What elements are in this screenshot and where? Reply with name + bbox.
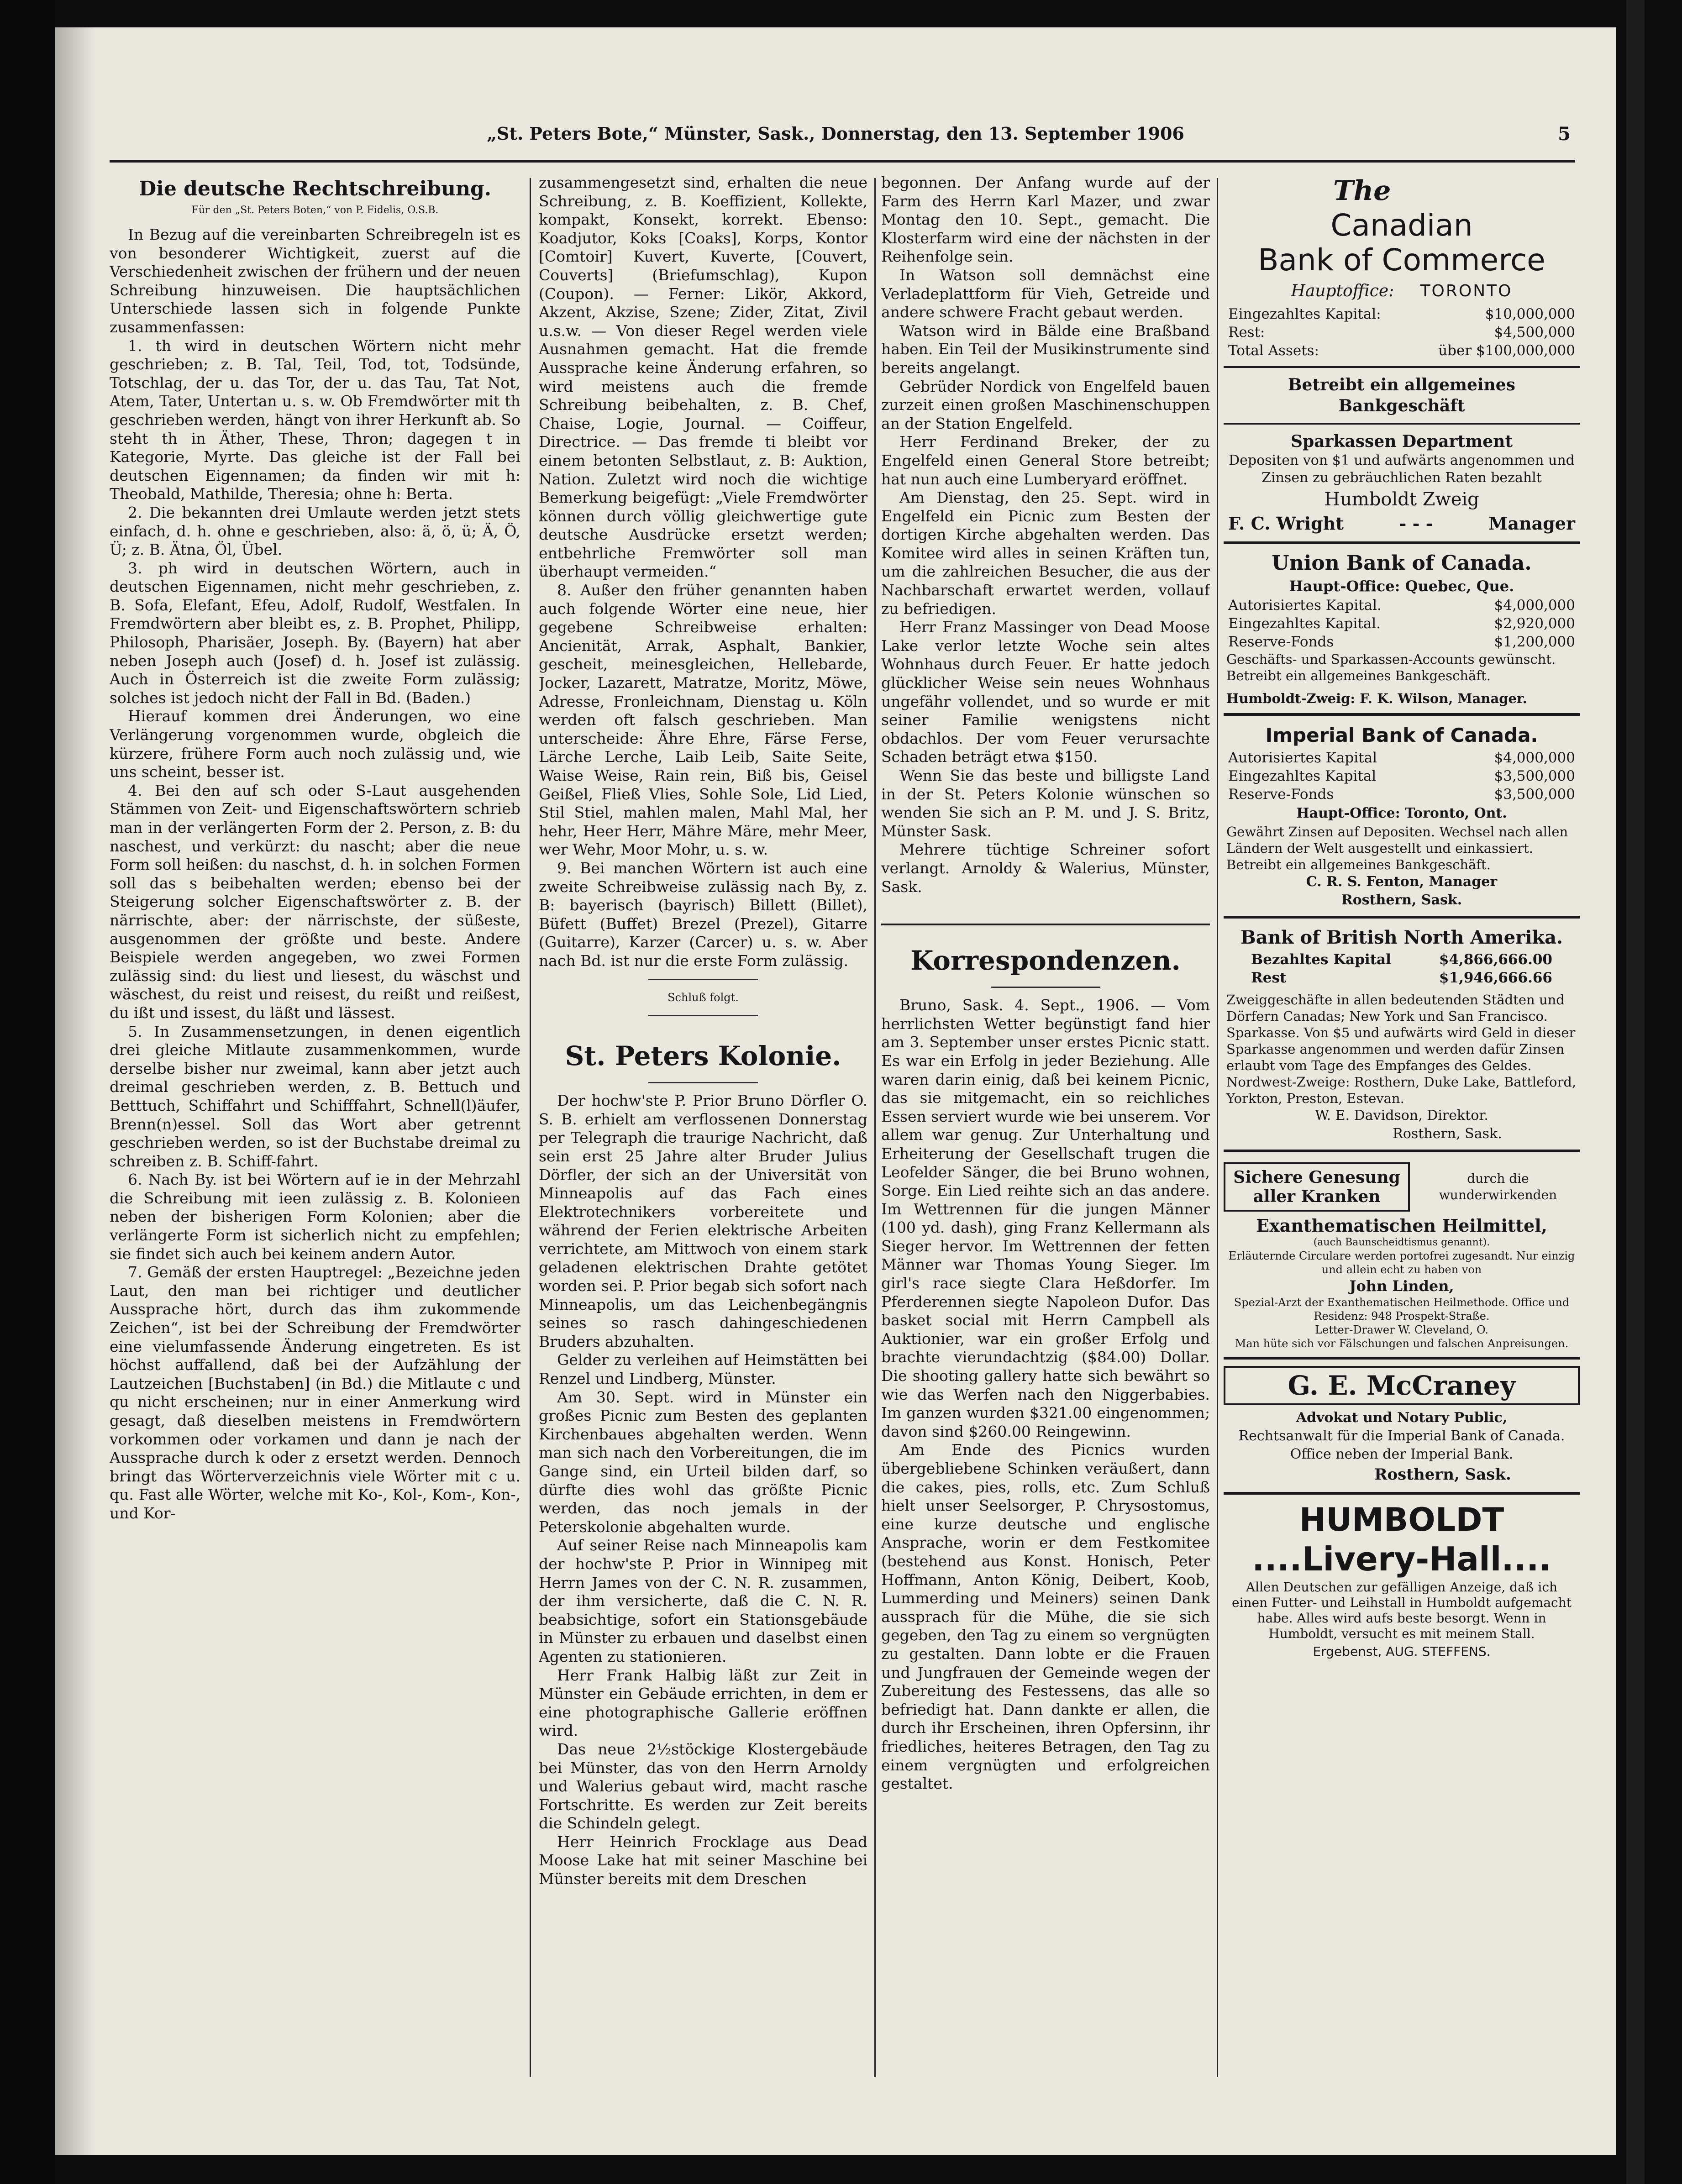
ad-title: HUMBOLDT: [1299, 1501, 1504, 1538]
ad-figure-row: Autorisiertes Kapital $4,000,000: [1228, 750, 1575, 766]
ad-text: Sparkasse. Von $5 und aufwärts wird Geld in dieser Sparkasse angenommen und werden dafür Zinsen erlaubt vom Tage des Empfanges des Geldes.: [1226, 1025, 1576, 1073]
paragraph: 3. ph wird in deutschen Wörtern, auch in deutschen Eigennamen, nicht mehr geschrieben, z. B. Sofa, Elefant, Efeu, Adolf, Rudolf, Westfalen. In Fremdwörtern aber bleibt es, z. B. Prophet, Philipp, Philosoph, Pharisäer, Joseph. By. (Bayern) hat aber neben Joseph auch (Josef) d. h. Josef ist zulässig. Auch in Österreich ist die zweite Form zulässig; solches ist jedoch nicht der Fall in Bd. (Baden.): [110, 559, 520, 707]
running-head: „St. Peters Bote,“ Münster, Sask., Donnerstag, den 13. September 1906: [487, 123, 1184, 144]
ad-text: Geschäfts- und Sparkassen-Accounts gewünscht. Betreibt ein allgemeines Bankgeschäft.: [1226, 651, 1556, 683]
paragraph: Am Dienstag, den 25. Sept. wird in Engelfeld ein Picnic zum Besten der dortigen Kirche abgehalten werden. Das Komitee wird alles in seinen Kräften tun, um die zahlreichen Besucher, die aus der Nachbarschaft erwartet werden, vollauf zu befriedigen.: [881, 488, 1210, 618]
ad-office: Office neben der Imperial Bank.: [1290, 1446, 1514, 1462]
ad-title-2: ....Livery-Hall....: [1252, 1540, 1551, 1578]
ad-union-bank: [1224, 551, 1580, 707]
ad-city: Rosthern, Sask.: [1393, 1126, 1502, 1142]
ad-office: Haupt-Office: Toronto, Ont.: [1296, 805, 1507, 821]
ad-figure-row: Rest $1,946,666.66: [1251, 970, 1552, 986]
paragraph: zusammengesetzt sind, erhalten die neue Schreibung, z. B. Koeffizient, Kollekte, kompakt, Konsekt, korrekt. Ebenso: Koadjutor, Koks [Coaks], Korps, Kontor [Comtoir] Kuvert, Kuverte, [Couvert, Couverts] (Briefumschlag), Kupon (Coupon). — Ferner: Likör, Akkord, Akzent, Akzise, Szene; Zider, Zitat, Zivil u.s.w. — Von dieser Regel werden viele Ausnahmen gemacht. Hat die fremde Aussprache keine Änderung erfahren, so wird meistens auch die fremde Schreibung beibehalten, z. B. Chef, Chaise, Logie, Journal. — Coiffeur, Directrice. — Das fremde ti bleibt vor einem betonten Selbstlaut, z. B: Auktion, Nation. Zuletzt wird noch die wichtige Bemerkung beigefügt: „Viele Fremdwörter können durch völlig gleichwertige gute deutsche Ausdrücke ersetzt werden; entbehrliche Fremwörter soll man überhaupt vermeiden.“: [539, 173, 867, 581]
ad-box: Sichere Genesung aller Kranken: [1224, 1162, 1410, 1212]
separator-rule: [1224, 1150, 1580, 1152]
separator-rule: [991, 987, 1100, 988]
ad-figure-row: Total Assets: über $100,000,000: [1228, 342, 1575, 359]
separator-rule: [1224, 713, 1580, 716]
paragraph: Mehrere tüchtige Schreiner sofort verlangt. Arnoldy & Walerius, Münster, Sask.: [881, 840, 1210, 896]
ad-mccraney: [1224, 1366, 1580, 1486]
separator-rule: [1224, 541, 1580, 544]
separator-rule: [1224, 916, 1580, 919]
paragraph: Herr Ferdinand Breker, der zu Engelfeld einen General Store betreibt; hat nun auch eine Lumberyard eröffnet.: [881, 433, 1210, 488]
newspaper-page: [55, 27, 1616, 2155]
ad-figure-row: Eingezahltes Kapital. $2,920,000: [1228, 615, 1575, 632]
ad-manager-row: F. C. Wright - - - Manager: [1228, 513, 1575, 534]
paragraph: In Watson soll demnächst eine Verladeplattform für Vieh, Getreide und andere schwere Fracht gebaut werden.: [881, 266, 1210, 321]
separator-rule: [648, 979, 758, 980]
separator-rule: [1224, 423, 1580, 425]
paragraph: Herr Frank Halbig läßt zur Zeit in Münster ein Gebäude errichten, in dem er eine photographische Gallerie eröffnen wird.: [539, 1666, 867, 1740]
ad-livery-hall: [1224, 1501, 1580, 1662]
ad-the: The: [1333, 175, 1391, 207]
scan-border-left: [0, 0, 55, 2184]
ad-hq-city: TORONTO: [1420, 282, 1513, 300]
ad-figure-row: Reserve-Fonds $1,200,000: [1228, 634, 1575, 650]
ad-figure-row: Eingezahltes Kapital: $10,000,000: [1228, 306, 1575, 322]
ad-john-linden: [1224, 1159, 1580, 1350]
ad-text: Nordwest-Zweige: Rosthern, Duke Lake, Battleford, Yorkton, Preston, Estevan.: [1226, 1074, 1577, 1106]
ad-figure-row: Eingezahltes Kapital $3,500,000: [1228, 768, 1575, 784]
column-3: [881, 173, 1210, 2082]
ad-product-note: (auch Baunscheidtismus genannt).: [1313, 1237, 1490, 1248]
ad-text: Man hüte sich vor Fälschungen und falschen Anpreisungen.: [1235, 1337, 1569, 1350]
paragraph: Gebrüder Nordick von Engelfeld bauen zurzeit einen großen Maschinenschuppen an der Station Engelfeld.: [881, 377, 1210, 432]
separator-rule: [648, 1082, 758, 1083]
ad-name: John Linden,: [1349, 1277, 1454, 1295]
ad-figure-row: Reserve-Fonds $3,500,000: [1228, 786, 1575, 803]
ad-product: Exanthematischen Heilmittel,: [1256, 1215, 1547, 1236]
ad-side-text: durch die wunderwirkenden: [1439, 1171, 1557, 1202]
paragraph: begonnen. Der Anfang wurde auf der Farm des Herrn Karl Mazer, und zwar Montag den 10. Sept., gemacht. Die Klosterfarm wird eine der nächsten in der Reihenfolge sein.: [881, 173, 1210, 266]
ad-bank-name-2: Bank of Commerce: [1258, 242, 1545, 278]
header-rule: [110, 160, 1575, 163]
paragraph: 1. th wird in deutschen Wörtern nicht mehr geschrieben; z. B. Tal, Teil, Tod, tot, Todsünde, Totschlag, der u. das Tor, der u. das Tau, Tat Not, Atem, Tater, Untertan u. s. w. Ob Fremdwörter mit th geschrieben werden, hängt von ihrer Herkunft ab. So steht th in Äther, These, Thron; dagegen t in Kategorie, Myrte. Das gleiche ist der Fall bei deutschen Eigennamen; da finden wir mit h: Theobald, Mathilde, Theresia; ohne h: Berta.: [110, 336, 520, 503]
ad-figure-row: Autorisiertes Kapital. $4,000,000: [1228, 597, 1575, 614]
ad-branch: Humboldt-Zweig: F. K. Wilson, Manager.: [1226, 691, 1527, 706]
ad-text: Letter-Drawer W. Cleveland, O.: [1315, 1323, 1488, 1336]
ad-text: Gewährt Zinsen auf Depositen. Wechsel nach allen Ländern der Welt ausgestellt und einkassiert. Betreibt ein allgemeines Bankgeschäft.: [1226, 824, 1568, 872]
ad-hq-label: Hauptoffice:: [1291, 282, 1394, 300]
paragraph: Das neue 2½stöckige Klostergebäude bei Münster, das von den Herrn Arnoldy und Walerius gebaut wird, macht rasche Fortschritte. Es werden zur Zeit bereits die Schindeln gelegt.: [539, 1740, 867, 1832]
paragraph: In Bezug auf die vereinbarten Schreibregeln ist es von besonderer Wichtigkeit, zuerst auf die Verschiedenheit zwischen der frühern und der neuen Schreibung hinzuweisen. Die hauptsächlichen Unterschiede lassen sich in folgende Punkte zusammenfassen:: [110, 226, 520, 336]
ad-bank-british-north-america: [1224, 925, 1580, 1143]
ad-business: Betreibt ein allgemeines Bankgeschäft: [1288, 375, 1515, 415]
ad-text: Allen Deutschen zur gefälligen Anzeige, daß ich einen Futter- und Leihstall in Humboldt aufgemacht habe. Alles wird aufs beste besorgt. Wenn in Humboldt, versucht es mit meinem Stall.: [1231, 1580, 1572, 1641]
column-rule: [874, 178, 876, 2077]
paragraph: 8. Außer den früher genannten haben auch folgende Wörter eine neue, hier gegebene Schreibweise erhalten: Ancienität, Arrak, Asphalt, Bankier, gescheit, meinesgleichen, Hellebarde, Jocker, Lazarett, Matratze, Moritz, Möwe, Adresse, Fronleichnam, Dienstag u. Köln werden oft falsch geschrieben. Man unterscheide: Ähre Ehre, Färse Ferse, Lärche Lerche, Laib Leib, Saite Seite, Waise Weise, Rain rein, Biß bis, Geisel Geißel, Fließ Vlies, Sohle Sole, Lid Lied, Stil Stiel, mahlen malen, Mahl Mal, her hehr, Heer Herr, Mähre Märe, mehr Meer, wer Wehr, Moor Mohr, u. s. w.: [539, 581, 867, 859]
ad-figure-row: Rest: $4,500,000: [1228, 324, 1575, 341]
ad-text: Rechtsanwalt für die Imperial Bank of Canada.: [1238, 1428, 1565, 1444]
ad-signature: Ergebenst, AUG. STEFFENS.: [1313, 1644, 1491, 1659]
ad-title: Union Bank of Canada.: [1272, 551, 1532, 575]
column-1: [110, 173, 520, 2082]
ad-bank-name-1: Canadian: [1330, 208, 1473, 243]
ad-text: Spezial-Arzt der Exanthematischen Heilmethode. Office und Residenz: 948 Prospekt-Straße.: [1234, 1296, 1570, 1323]
paragraph: Watson wird in Bälde eine Braßband haben. Ein Teil der Musikinstrumente sind bereits angelangt.: [881, 321, 1210, 377]
ad-title: Bank of British North Amerika.: [1240, 927, 1563, 948]
ad-director: W. E. Davidson, Direktor.: [1315, 1108, 1488, 1124]
paragraph: Am 30. Sept. wird in Münster ein großes Picnic zum Besten des geplanten Kirchenbaues abgehalten werden. Wenn man sich nach den Vorbereitungen, die im Gange sind, ein Urteil bilden darf, so dürfte dies wohl das größte Picnic werden, das noch jemals in der Peterskolonie abgehalten wurde.: [539, 1388, 867, 1536]
ad-title: Imperial Bank of Canada.: [1265, 724, 1538, 746]
ad-dept: Sparkassen Department: [1291, 432, 1513, 451]
scan-border-right: [1618, 0, 1682, 2184]
ad-canadian-bank-of-commerce: [1224, 173, 1580, 535]
continuation-note: Schluß folgt.: [668, 991, 739, 1004]
paragraph: 4. Bei den auf sch oder S-Laut ausgehenden Stämmen von Zeit- und Eigenschaftswörtern schrieb man in der verlängerten Form der 2. Person, z. B: du naschest, und verkürzt: du nascht; aber die neue Form soll heißen: du naschst, d. h. in solchen Formen soll das s beibehalten werden; ebenso bei der Steigerung solcher Eigenschaftswörter z. B. der närrischte, aber: der närrischste, der süßeste, ausgenommen der größte und beste. Andere Beispiele werden angegeben, wo zwei Formen zulässig sind: du liest und liesest, du wäschst und wäschest, du reist und reisest, du reißt und reißest, du ißt und issest, du läßt und lässest.: [110, 781, 520, 1022]
section-title: Korrespondenzen.: [910, 945, 1181, 976]
page-number: 5: [1558, 123, 1571, 145]
separator-rule: [648, 1015, 758, 1016]
ad-dept-text: Depositen von $1 und aufwärts angenommen und Zinsen zu gebräuchlichen Raten bezahlt: [1229, 452, 1575, 486]
paragraph: 5. In Zusammensetzungen, in denen eigentlich drei gleiche Mitlaute zusammenkommen, wurde derselbe bisher nur zweimal, kann aber jetzt auch dreimal geschrieben werden, z. B. Bettuch und Betttuch, Schiffahrt und Schifffahrt, Schnell(l)äufer, Brenn(n)essel. Soll das Wort aber getrennt geschrieben werden, so ist der Buchstabe dreimal zu schreiben z. B. Schiff-fahrt.: [110, 1022, 520, 1170]
ad-figure-row: Bezahltes Kapital $4,866,666.00: [1251, 951, 1552, 968]
column-2: [539, 173, 867, 2082]
column-rule: [530, 178, 531, 2077]
ad-subtitle: Advokat und Notary Public,: [1296, 1410, 1508, 1426]
column-4-ads: [1224, 173, 1580, 2082]
paragraph: 2. Die bekannten drei Umlaute werden jetzt stets einfach, d. h. ohne e geschrieben, also: ä, ö, ü; Ä, Ö, Ü; z. B. Ätna, Öl, Übel.: [110, 503, 520, 559]
ad-city: Rosthern, Sask.: [1341, 892, 1462, 908]
paragraph: Herr Heinrich Frocklage aus Dead Moose Lake hat mit seiner Maschine bei Münster bereits mit dem Dreschen: [539, 1832, 867, 1888]
ad-title: G. E. McCraney: [1288, 1370, 1516, 1401]
ad-city: Rosthern, Sask.: [1374, 1465, 1511, 1484]
separator-rule: [1224, 1357, 1580, 1360]
ad-text: Erläuternde Circulare werden portofrei zugesandt. Nur einzig und allein echt zu haben von: [1228, 1250, 1575, 1276]
article-title: Die deutsche Rechtschreibung.: [138, 177, 492, 200]
separator-rule: [1224, 366, 1580, 368]
column-rule: [1217, 178, 1218, 2077]
ad-office: Haupt-Office: Quebec, Que.: [1289, 578, 1514, 595]
ad-branch: Humboldt Zweig: [1324, 489, 1479, 510]
paragraph: Auf seiner Reise nach Minneapolis kam der hochw'ste P. Prior in Winnipeg mit Herrn James von der C. N. R. zusammen, der ihm versicherte, daß die C. N. R. beabsichtige, sofort ein Stationsgebäude in Münster zu erbauen und daselbst einen Agenten zu stationieren.: [539, 1536, 867, 1665]
paragraph: Bruno, Sask. 4. Sept., 1906. — Vom herrlichsten Wetter begünstigt fand hier am 3. September unser erstes Picnic statt. Es war ein Erfolg in jeder Beziehung. Alle waren darin einig, daß bei keinem Picnic, das sie mitgemacht, ein so reichliches Essen serviert wurde wie bei unserem. Vor allem war genug. Zur Unterhaltung und Erheiterung der Gesellschaft trugen die Leofelder Sänger, die bei Bruno wohnen, Sorge. Ein Lied reihte sich an das andere. Im Wettrennen für die jungen Männer (100 yd. dash), ging Franz Kellermann als Sieger hervor. Im Wettrennen der fetten Männer war Thomas Young Sieger. Im girl's race siegte Clara Heßdorfer. Im Pferderennen siegte Napoleon Dufor. Das basket social mit Herrn Campbell als Auktionier, war ein großer Erfolg und brachte vierundachtzig ($84.00) Dollar. Die shooting gallery hatte sich bewährt so wie das Werfen nach den Niggerbabies. Im ganzen wurden $321.00 eingenommen; davon sind $260.00 Reingewinn.: [881, 996, 1210, 1440]
paragraph: Gelder zu verleihen auf Heimstätten bei Renzel und Lindberg, Münster.: [539, 1351, 867, 1388]
paragraph: 6. Nach By. ist bei Wörtern auf ie in der Mehrzahl die Schreibung mit ieen zulässig z. B. Kolonieen neben der bisherigen Form Kolonien; aber die verlängerte Form ist sicherlich nicht zu empfehlen; sie findet sich auch bei keinem andern Autor.: [110, 1171, 520, 1263]
paragraph: Herr Franz Massinger von Dead Moose Lake verlor letzte Woche sein altes Wohnhaus durch Feuer. Er hatte jedoch glücklicher Weise sein neues Wohnhaus ungefähr vollendet, und so wurde er mit seiner Familie wenigstens nicht obdachlos. Der vom Feuer verursachte Schaden beträgt etwa $150.: [881, 618, 1210, 766]
paragraph: Am Ende des Picnics wurden übergebliebene Schinken veräußert, dann die cakes, pies, rolls, etc. Zum Schluß hielt unser Seelsorger, P. Chrysostomus, eine kurze deutsche und englische Ansprache, worin er dem Festkomitee (bestehend aus Konst. Honisch, Peter Hoffmann, Anton König, Deibert, Koob, Lummerding und Meiners) seinen Dank aussprach für die Mühe, die sie sich gegeben, den Tag zu einem so vergnügten zu gestalten. Dann lobte er die Frauen und Jungfrauen der Gemeinde wegen der Zubereitung des Festessens, das alle so befriedigt hat. Dann dankte er allen, die durch ihr Erscheinen, ihren Opfersinn, ihr friedliches, heiteres Betragen, den Tag zu einem vergnügten und erfolgreichen gestaltet.: [881, 1441, 1210, 1793]
ad-text: Zweiggeschäfte in allen bedeutenden Städten und Dörfern Canadas; New York und San Francisco.: [1226, 992, 1565, 1024]
paragraph: Hierauf kommen drei Änderungen, wo eine Verlängerung vorgenommen wurde, obgleich die kürzere, frühere Form auch noch zulässig und, wie uns scheint, besser ist.: [110, 707, 520, 781]
separator-rule: [881, 924, 1210, 925]
article-byline: Für den „St. Peters Boten,“ von P. Fidelis, O.S.B.: [191, 205, 439, 216]
ad-manager: C. R. S. Fenton, Manager: [1306, 874, 1498, 890]
separator-rule: [1224, 1492, 1580, 1495]
paragraph: Wenn Sie das beste und billigste Land in der St. Peters Kolonie wünschen so wenden Sie sich an P. M. und J. S. Britz, Münster Sask.: [881, 766, 1210, 840]
section-title: St. Peters Kolonie.: [565, 1040, 841, 1072]
paragraph: 7. Gemäß der ersten Hauptregel: „Bezeichne jeden Laut, den man bei richtiger und deutlicher Aussprache hört, durch das ihm zukommende Zeichen“, ist bei der Schreibung der Fremdwörter eine vielumfassende Änderung eingetreten. Es ist höchst auffallend, daß bei der Aufzählung der Lautzeichen [Buchstaben] (in Bd.) die Mitlaute c und qu nicht erscheinen; nur in einer Anmerkung wird gesagt, daß dieselben meistens in Fremdwörtern vorkommen oder vorkamen und dann je nach der Aussprache durch k oder z ersetzt werden. Dennoch bringt das Wörterverzeichnis viele Wörter mit c u. qu. Fast alle Wörter, welche mit Ko-, Kol-, Kom-, Kon-, und Kor-: [110, 1263, 520, 1522]
paragraph: 9. Bei manchen Wörtern ist auch eine zweite Schreibweise zulässig nach By, z. B: bayerisch (bayrisch) Billett (Billet), Büfett (Buffet) Brezel (Prezel), Gitarre (Guitarre), Karzer (Carcer) u. s. w. Aber nach Bd. ist nur die erste Form zulässig.: [539, 859, 867, 970]
ad-imperial-bank: [1224, 722, 1580, 909]
paragraph: Der hochw'ste P. Prior Bruno Dörfler O. S. B. erhielt am verflossenen Donnerstag per Telegraph die traurige Nachricht, daß sein erst 25 Jahre alter Bruder Julius Dörfler, der sich an der Universität von Minneapolis auf das Fach eines Elektrotechnikers vorbereitete und während der Ferien elektrische Arbeiten verrichtete, am Mittwoch von einem stark geladenen elektrischen Drahte getötet worden sei. P. Prior begab sich sofort nach Minneapolis, um das Leichenbegängnis seines so rasch dahingeschiedenen Bruders abzuhalten.: [539, 1092, 867, 1350]
